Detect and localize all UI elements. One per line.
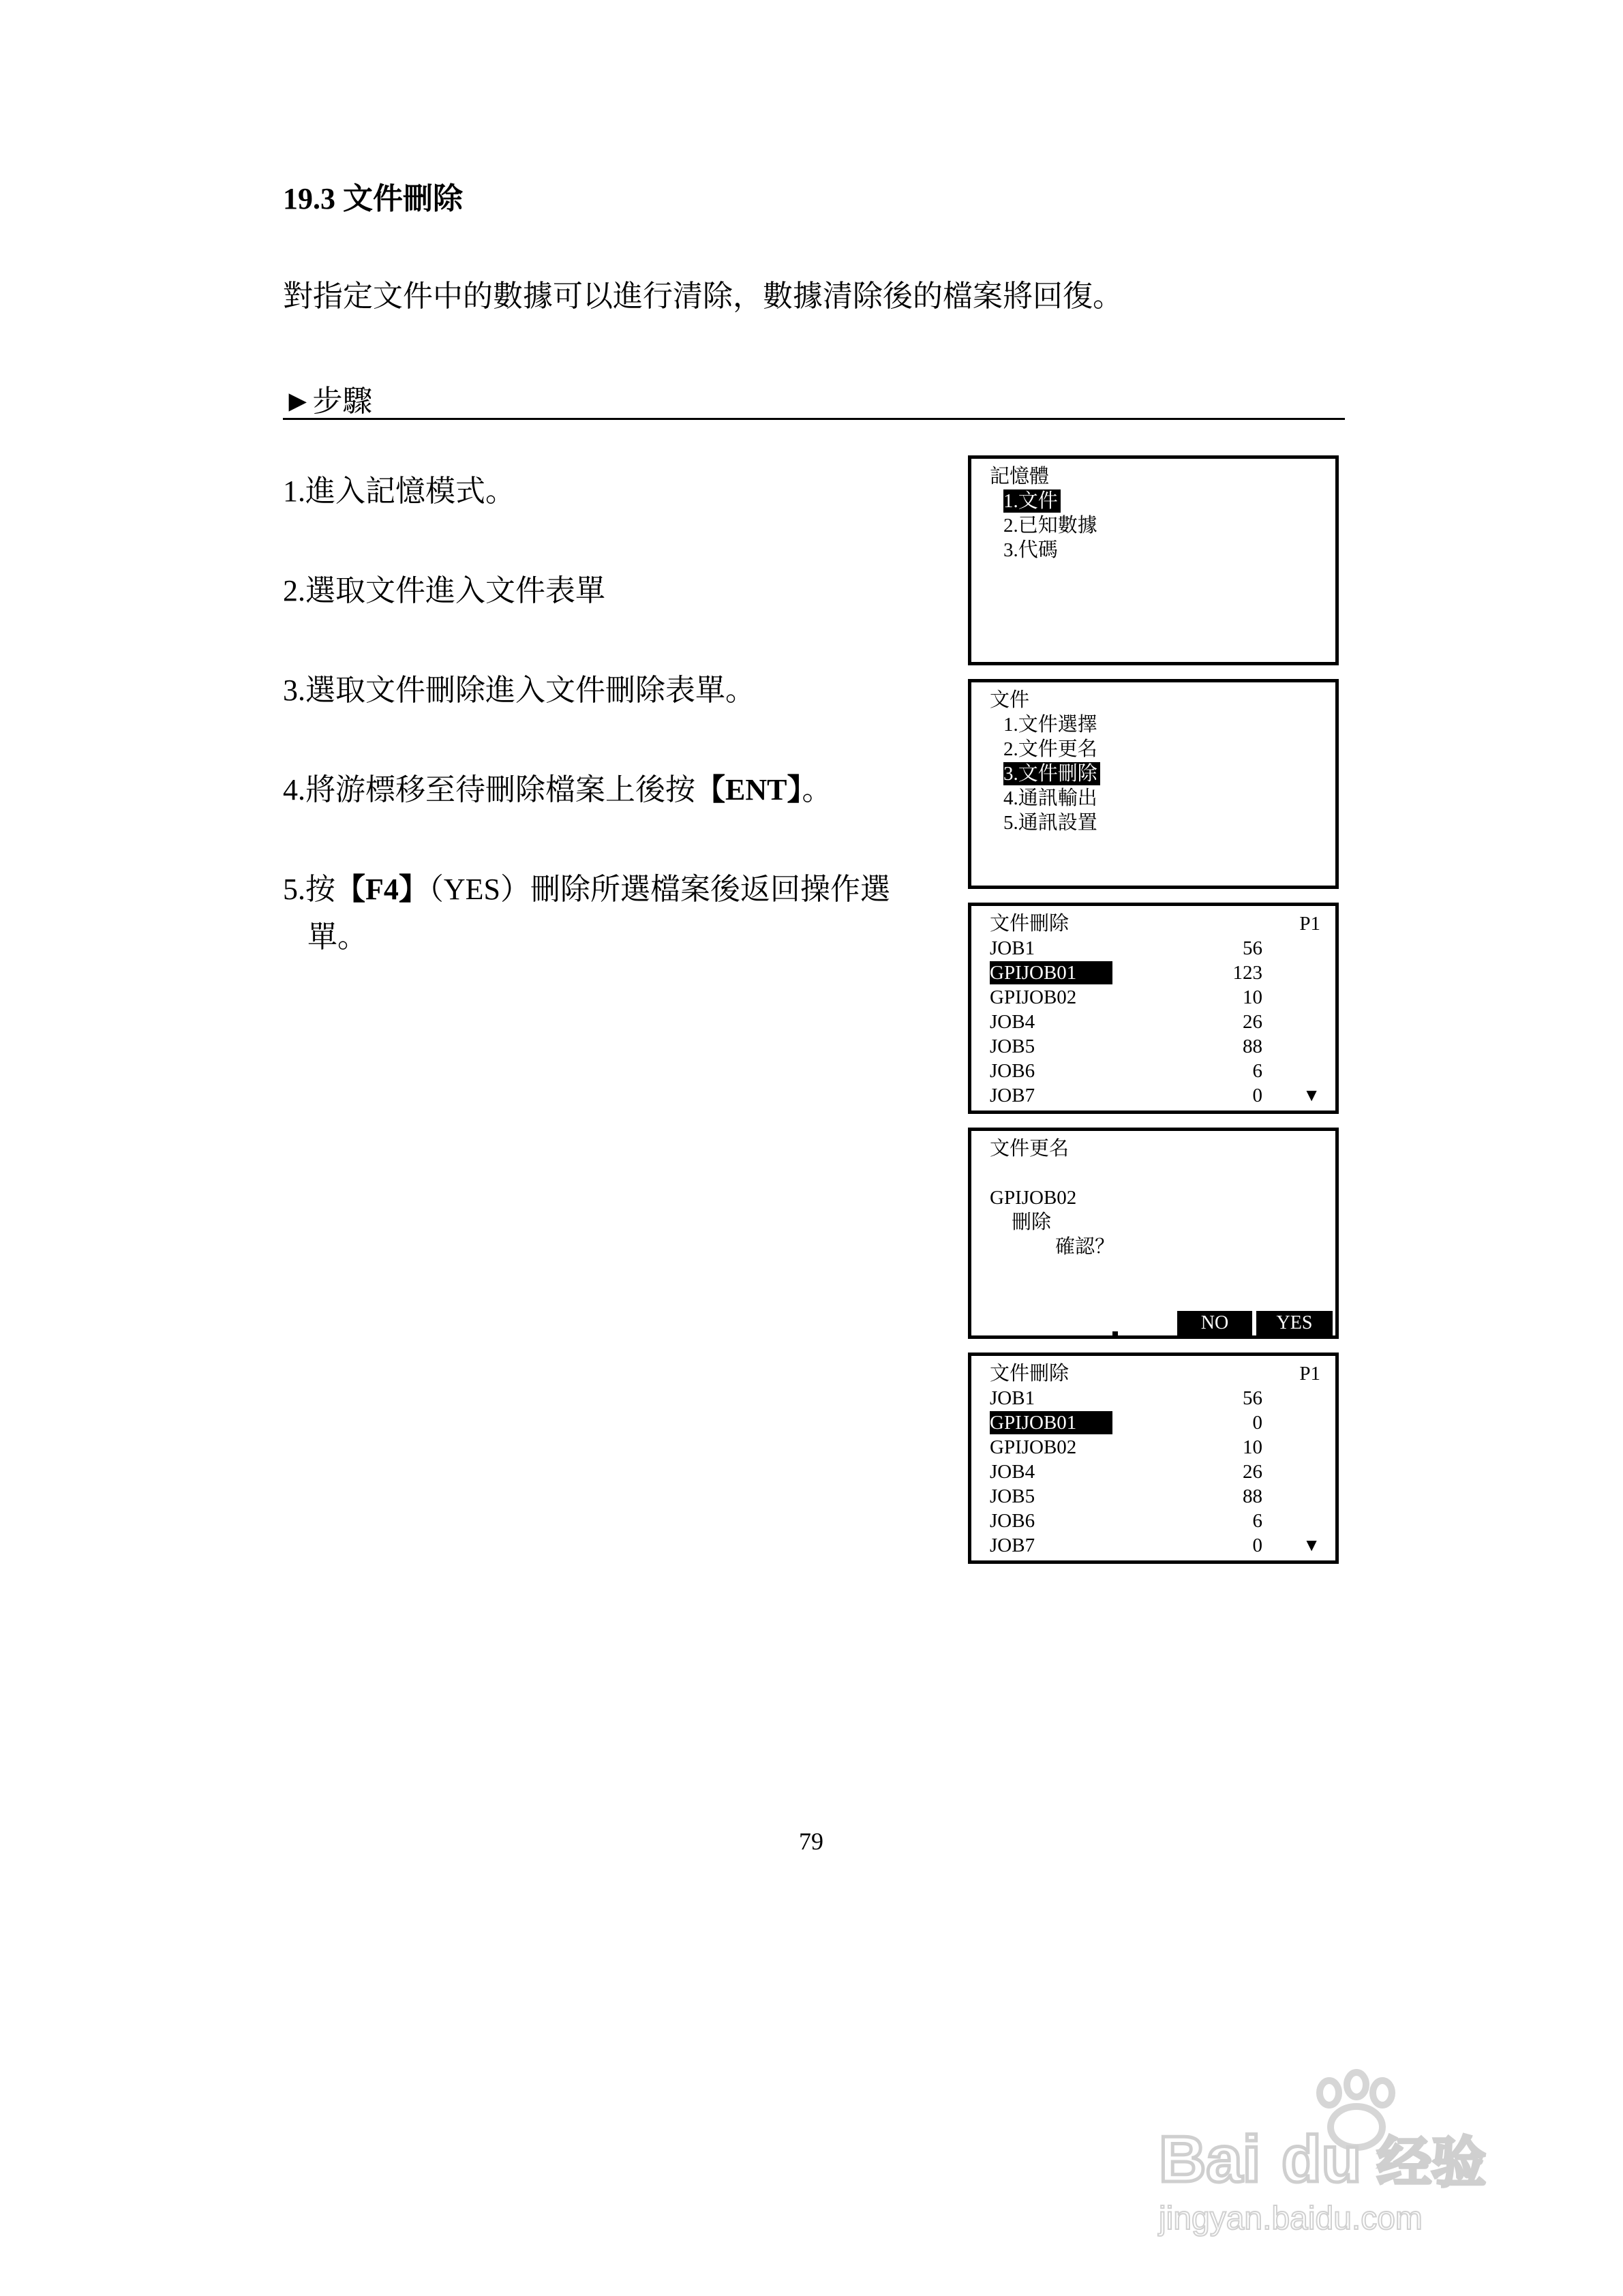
page-indicator: P1 bbox=[1299, 1363, 1320, 1385]
file-count: 6 bbox=[1252, 1510, 1262, 1532]
cursor-mark bbox=[1112, 1331, 1118, 1335]
heading-rule bbox=[283, 418, 1345, 420]
screen-delete-list-after bbox=[968, 1353, 1339, 1564]
menu-item-label: 3.代碼 bbox=[1003, 539, 1058, 561]
file-row[interactable] bbox=[990, 936, 1320, 961]
file-row[interactable] bbox=[990, 1034, 1320, 1059]
screen-title: 文件更名 bbox=[990, 1138, 1070, 1160]
file-count: 88 bbox=[1243, 1485, 1262, 1507]
file-row[interactable] bbox=[990, 1083, 1320, 1108]
file-name: JOB7 bbox=[990, 1535, 1035, 1556]
yes-button[interactable]: YES bbox=[1256, 1311, 1333, 1335]
step-text-end: 。 bbox=[802, 773, 832, 806]
file-count: 88 bbox=[1243, 1036, 1262, 1057]
screen-title: 記憶體 bbox=[990, 466, 1050, 487]
step-2 bbox=[283, 567, 605, 615]
menu-item-file-select[interactable] bbox=[990, 712, 1320, 737]
file-name: JOB7 bbox=[990, 1085, 1035, 1106]
file-name: JOB6 bbox=[990, 1510, 1035, 1532]
screen-title: 文件刪除 bbox=[990, 913, 1070, 935]
step-1 bbox=[283, 468, 515, 515]
menu-item-comm-settings[interactable] bbox=[990, 811, 1320, 835]
file-row[interactable] bbox=[990, 1509, 1320, 1533]
step-text: 5.按 bbox=[283, 873, 335, 906]
svg-text:经验: 经验 bbox=[1377, 2131, 1486, 2194]
menu-item-label: 5.通訊設置 bbox=[1003, 812, 1097, 834]
screen-memory-menu bbox=[968, 455, 1339, 665]
screen-file-menu bbox=[968, 679, 1339, 889]
file-name: JOB6 bbox=[990, 1060, 1035, 1082]
scroll-down-icon[interactable]: ▼ bbox=[1303, 1535, 1320, 1555]
step-text: 3.選取文件刪除進入文件刪除表單。 bbox=[283, 674, 755, 707]
screen-delete-list-before bbox=[968, 903, 1339, 1114]
file-count: 0 bbox=[1252, 1085, 1262, 1106]
file-count: 0 bbox=[1252, 1535, 1262, 1556]
file-row[interactable] bbox=[990, 1386, 1320, 1410]
menu-item-label: 2.文件更名 bbox=[1003, 738, 1097, 760]
file-name: GPIJOB02 bbox=[990, 1436, 1077, 1458]
file-row[interactable] bbox=[990, 1484, 1320, 1509]
intro-paragraph: 對指定文件中的數據可以進行清除，數據清除後的檔案將回復。 bbox=[283, 280, 1123, 313]
file-row[interactable] bbox=[990, 1460, 1320, 1484]
step-text-end: （YES）刪除所選檔案後返回操作選 bbox=[428, 873, 891, 906]
file-name: JOB1 bbox=[990, 1387, 1035, 1409]
confirm-action: 刪除 bbox=[1012, 1211, 1052, 1233]
file-count: 6 bbox=[1252, 1060, 1262, 1082]
svg-text:jingyan.baidu.com: jingyan.baidu.com bbox=[1159, 2201, 1423, 2237]
file-row[interactable] bbox=[990, 1059, 1320, 1083]
file-count: 123 bbox=[1232, 962, 1262, 984]
file-count: 56 bbox=[1243, 1387, 1262, 1409]
step-3 bbox=[283, 667, 755, 714]
menu-item-label: 1.文件 bbox=[1003, 489, 1061, 513]
steps-heading: ►步驟 bbox=[283, 384, 373, 418]
menu-item-label: 3.文件刪除 bbox=[1003, 762, 1100, 785]
file-count: 10 bbox=[1243, 986, 1262, 1008]
file-count: 26 bbox=[1243, 1011, 1262, 1033]
step-text: 1.進入記憶模式。 bbox=[283, 474, 515, 508]
file-name: JOB5 bbox=[990, 1485, 1035, 1507]
softkey-bar bbox=[971, 1310, 1335, 1335]
file-name: JOB5 bbox=[990, 1036, 1035, 1057]
file-count: 10 bbox=[1243, 1436, 1262, 1458]
step-4 bbox=[283, 766, 832, 814]
page-number: 79 bbox=[799, 1828, 823, 1855]
svg-text:du: du bbox=[1281, 2123, 1362, 2196]
menu-item-label: 1.文件選擇 bbox=[1003, 714, 1097, 736]
file-count: 56 bbox=[1243, 937, 1262, 959]
step-text: 4.將游標移至待刪除檔案上後按 bbox=[283, 773, 695, 806]
screen-header bbox=[990, 1361, 1320, 1386]
file-name: JOB4 bbox=[990, 1011, 1035, 1033]
menu-item-file-delete[interactable] bbox=[990, 761, 1320, 786]
file-count: 26 bbox=[1243, 1461, 1262, 1483]
file-name: JOB1 bbox=[990, 937, 1035, 959]
menu-item-file-rename[interactable] bbox=[990, 737, 1320, 761]
scroll-down-icon[interactable]: ▼ bbox=[1303, 1085, 1320, 1105]
baidu-watermark-logo bbox=[1152, 2066, 1561, 2243]
file-name: JOB4 bbox=[990, 1461, 1035, 1483]
file-row[interactable] bbox=[990, 985, 1320, 1010]
file-row[interactable] bbox=[990, 1010, 1320, 1034]
file-row-selected[interactable] bbox=[990, 1410, 1320, 1435]
screen-title: 文件 bbox=[990, 689, 1030, 711]
svg-text:Bai: Bai bbox=[1159, 2123, 1261, 2196]
no-button[interactable]: NO bbox=[1177, 1311, 1252, 1335]
screen-title: 文件刪除 bbox=[990, 1363, 1070, 1385]
f4-key-label: 【F4】 bbox=[335, 873, 429, 906]
file-name: GPIJOB02 bbox=[990, 986, 1077, 1008]
file-row-selected[interactable] bbox=[990, 961, 1320, 985]
menu-item-file[interactable] bbox=[990, 489, 1320, 513]
step-text-continued: 單。 bbox=[307, 920, 367, 954]
menu-item-label: 2.已知數據 bbox=[1003, 515, 1097, 537]
screen-header bbox=[990, 911, 1320, 936]
file-count: 0 bbox=[1252, 1412, 1262, 1434]
ent-key-label: 【ENT】 bbox=[695, 773, 802, 806]
section-title: 19.3 文件刪除 bbox=[283, 182, 463, 215]
file-row[interactable] bbox=[990, 1435, 1320, 1460]
step-text: 2.選取文件進入文件表單 bbox=[283, 574, 605, 607]
menu-item-comm-output[interactable] bbox=[990, 786, 1320, 811]
confirm-file-name: GPIJOB02 bbox=[990, 1187, 1077, 1209]
step-5 bbox=[283, 866, 890, 961]
file-name: GPIJOB01 bbox=[990, 1411, 1112, 1434]
menu-item-code[interactable] bbox=[990, 538, 1320, 562]
menu-item-label: 4.通訊輸出 bbox=[1003, 787, 1097, 809]
menu-item-known-data[interactable] bbox=[990, 513, 1320, 538]
confirm-question: 確認？ bbox=[1055, 1236, 1115, 1258]
file-name: GPIJOB01 bbox=[990, 961, 1112, 984]
page-indicator: P1 bbox=[1299, 913, 1320, 935]
screen-confirm-delete bbox=[968, 1128, 1339, 1339]
file-row[interactable] bbox=[990, 1533, 1320, 1558]
